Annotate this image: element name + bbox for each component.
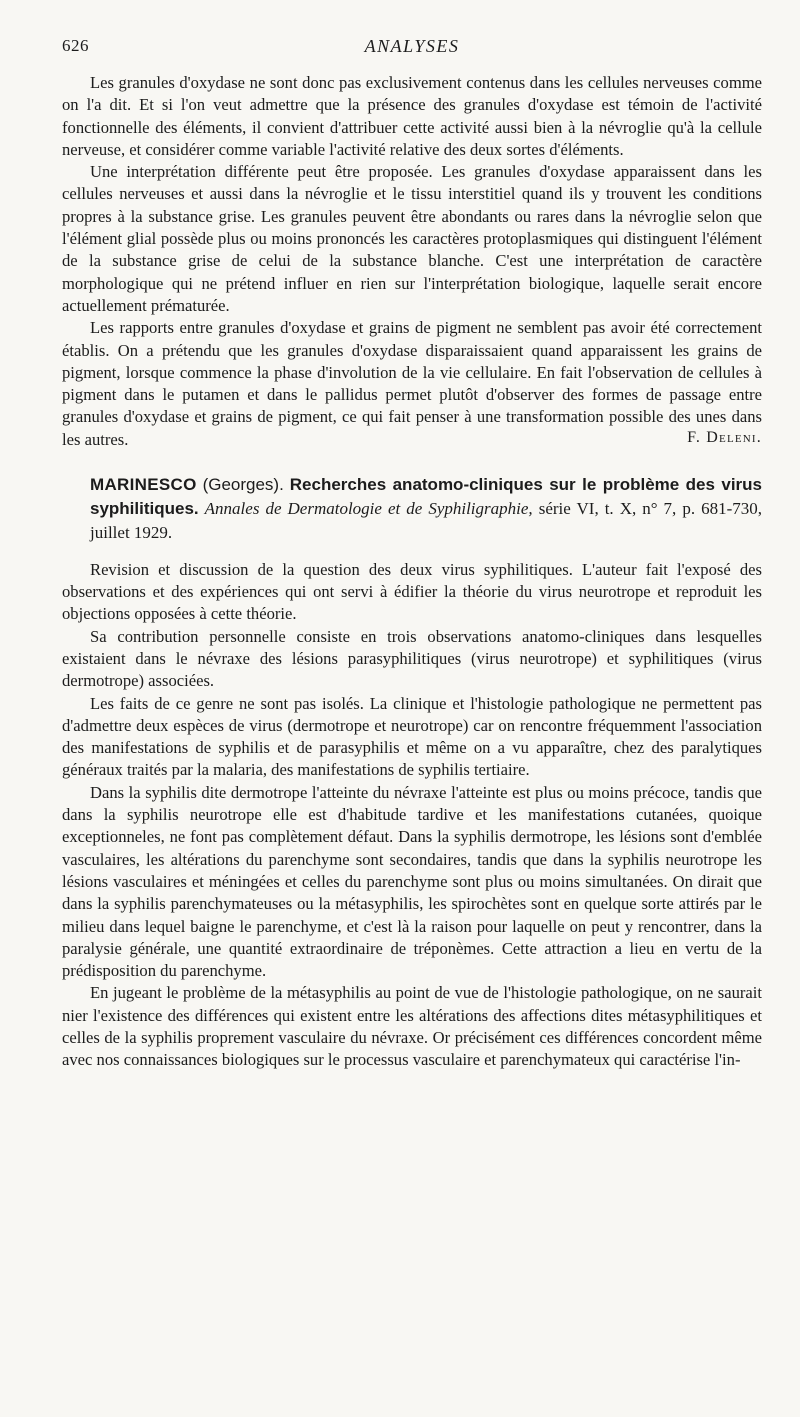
paragraph: Dans la syphilis dite dermotrope l'atteinte du névraxe l'atteinte est plus ou moins précoce, tandis que dans la syphilis neurotrope elle est d'habitude tardive et les manifestations cutanées, quoique exceptionneles, ne font pas complètement défaut. Dans la syphilis dermotrope, les lésions sont d'emblée vasculaires, les altérations du parenchyme sont secondaires, tandis que dans la syphilis neurotrope les lésions vasculaires et méningées et celles du parenchyme sont plus ou moins simultanées. On dirait que dans la syphilis parenchymateuses ou la métasyphilis, les spirochètes sont en quelque sorte attirés par le milieu dans lequel baigne le parenchyme, et c'est là la raison pour laquelle on peut y rencontrer, dans la paralysie générale, une quantité extraordinaire de tréponèmes. Cette attraction a lieu en vertu de la prédisposition du parenchyme. (62, 782, 762, 981)
author-firstname: (Georges). (202, 474, 284, 494)
running-head (62, 0, 762, 56)
paragraph: Les granules d'oxydase ne sont donc pas exclusivement contenus dans les cellules nerveuses comme on l'a dit. Et si l'on veut admettre que la présence des granules d'oxydase est témoin de l'activité fonctionnelle des éléments, il convient d'attribuer cette activité aussi bien à la névroglie qu'à la cellule nerveuse, et considérer comme variable l'activité relative des deux sortes d'éléments. (62, 73, 762, 159)
author-surname: MARINESCO (90, 474, 197, 494)
paragraph: En jugeant le problème de la métasyphilis au point de vue de l'histologie pathologique, on ne saurait nier l'existence des différences qui existent entre les altérations des affections dites métasyphilitiques et celles de la syphilis proprement vasculaire du névraxe. Or précisément ces différences concordent même avec nos connaissances biologiques sur le processus vasculaire et parenchymateux qui caractérise l'in- (62, 983, 762, 1070)
journal-name: Annales de Dermatologie et de Syphiligraphie, (204, 498, 533, 518)
review-body (62, 559, 762, 1072)
citation-details: série VI, t. X, n° 7, p. 681-730, juillet 1929. (90, 498, 763, 542)
paragraph: Les faits de ce genre ne sont pas isolés. La clinique et l'histologie pathologique ne permettent pas d'admettre deux espèces de virus (dermotrope et neurotrope) car on rencontre fréquemment l'association des manifestations de syphilis et de parasyphilis et même on a vu apparaître, chez des paralytiques généraux traités par la malaria, des manifestations de syphilis tertiaire. (62, 693, 762, 780)
paragraph: Sa contribution personnelle consiste en trois observations anatomo-cliniques dans lesquelles existaient dans le névraxe des lésions parasyphilitiques (virus neurotrope) et syphilitiques (virus dermotrope) associées. (62, 626, 762, 691)
paragraph: Revision et discussion de la question des deux virus syphilitiques. L'auteur fait l'exposé des observations et des expériences qui ont servi à édifier la théorie du virus neurotrope et reproduit les objections opposées à cette théorie. (62, 559, 762, 624)
running-title: ANALYSES (364, 36, 460, 56)
review-citation (62, 473, 762, 545)
article-title: Recherches anatomo-cliniques sur le problème des virus syphilitiques. (90, 474, 763, 518)
paragraph: Une interprétation différente peut être proposée. Les granules d'oxydase apparaissent dans les cellules nerveuses et aussi dans la névroglie et le tissu interstitiel quand ils y trouvent les conditions propres à la substance grise. Les granules peuvent être abondants ou rares dans la névroglie selon que l'élément glial possède plus ou moins prononcés les caractères protoplasmiques qui distinguent l'élément de la substance grise de celui de la substance blanche. C'est une interprétation de caractère morphologique qui ne prétend influer en rien sur l'interprétation biologique, laquelle serait encore actuellement prématurée. (62, 162, 762, 315)
reviewer-signature: F. Deleni. (687, 428, 762, 446)
previous-review-section (62, 72, 762, 447)
paragraph: Les rapports entre granules d'oxydase et grains de pigment ne semblent pas avoir été correctement établis. On a prétendu que les granules d'oxydase disparaissaient quand apparaissent les grains de pigment, lorsque commence la phase d'involution de la vie cellulaire. En fait l'observation de cellules à pigment dans le putamen et dans le pallidus permet plutôt d'observer des formes de passage entre granules d'oxydase et grains de pigment, ce qui fait penser à une transformation possible des unes dans les autres. (62, 318, 762, 449)
page-number: 626 (62, 36, 89, 55)
